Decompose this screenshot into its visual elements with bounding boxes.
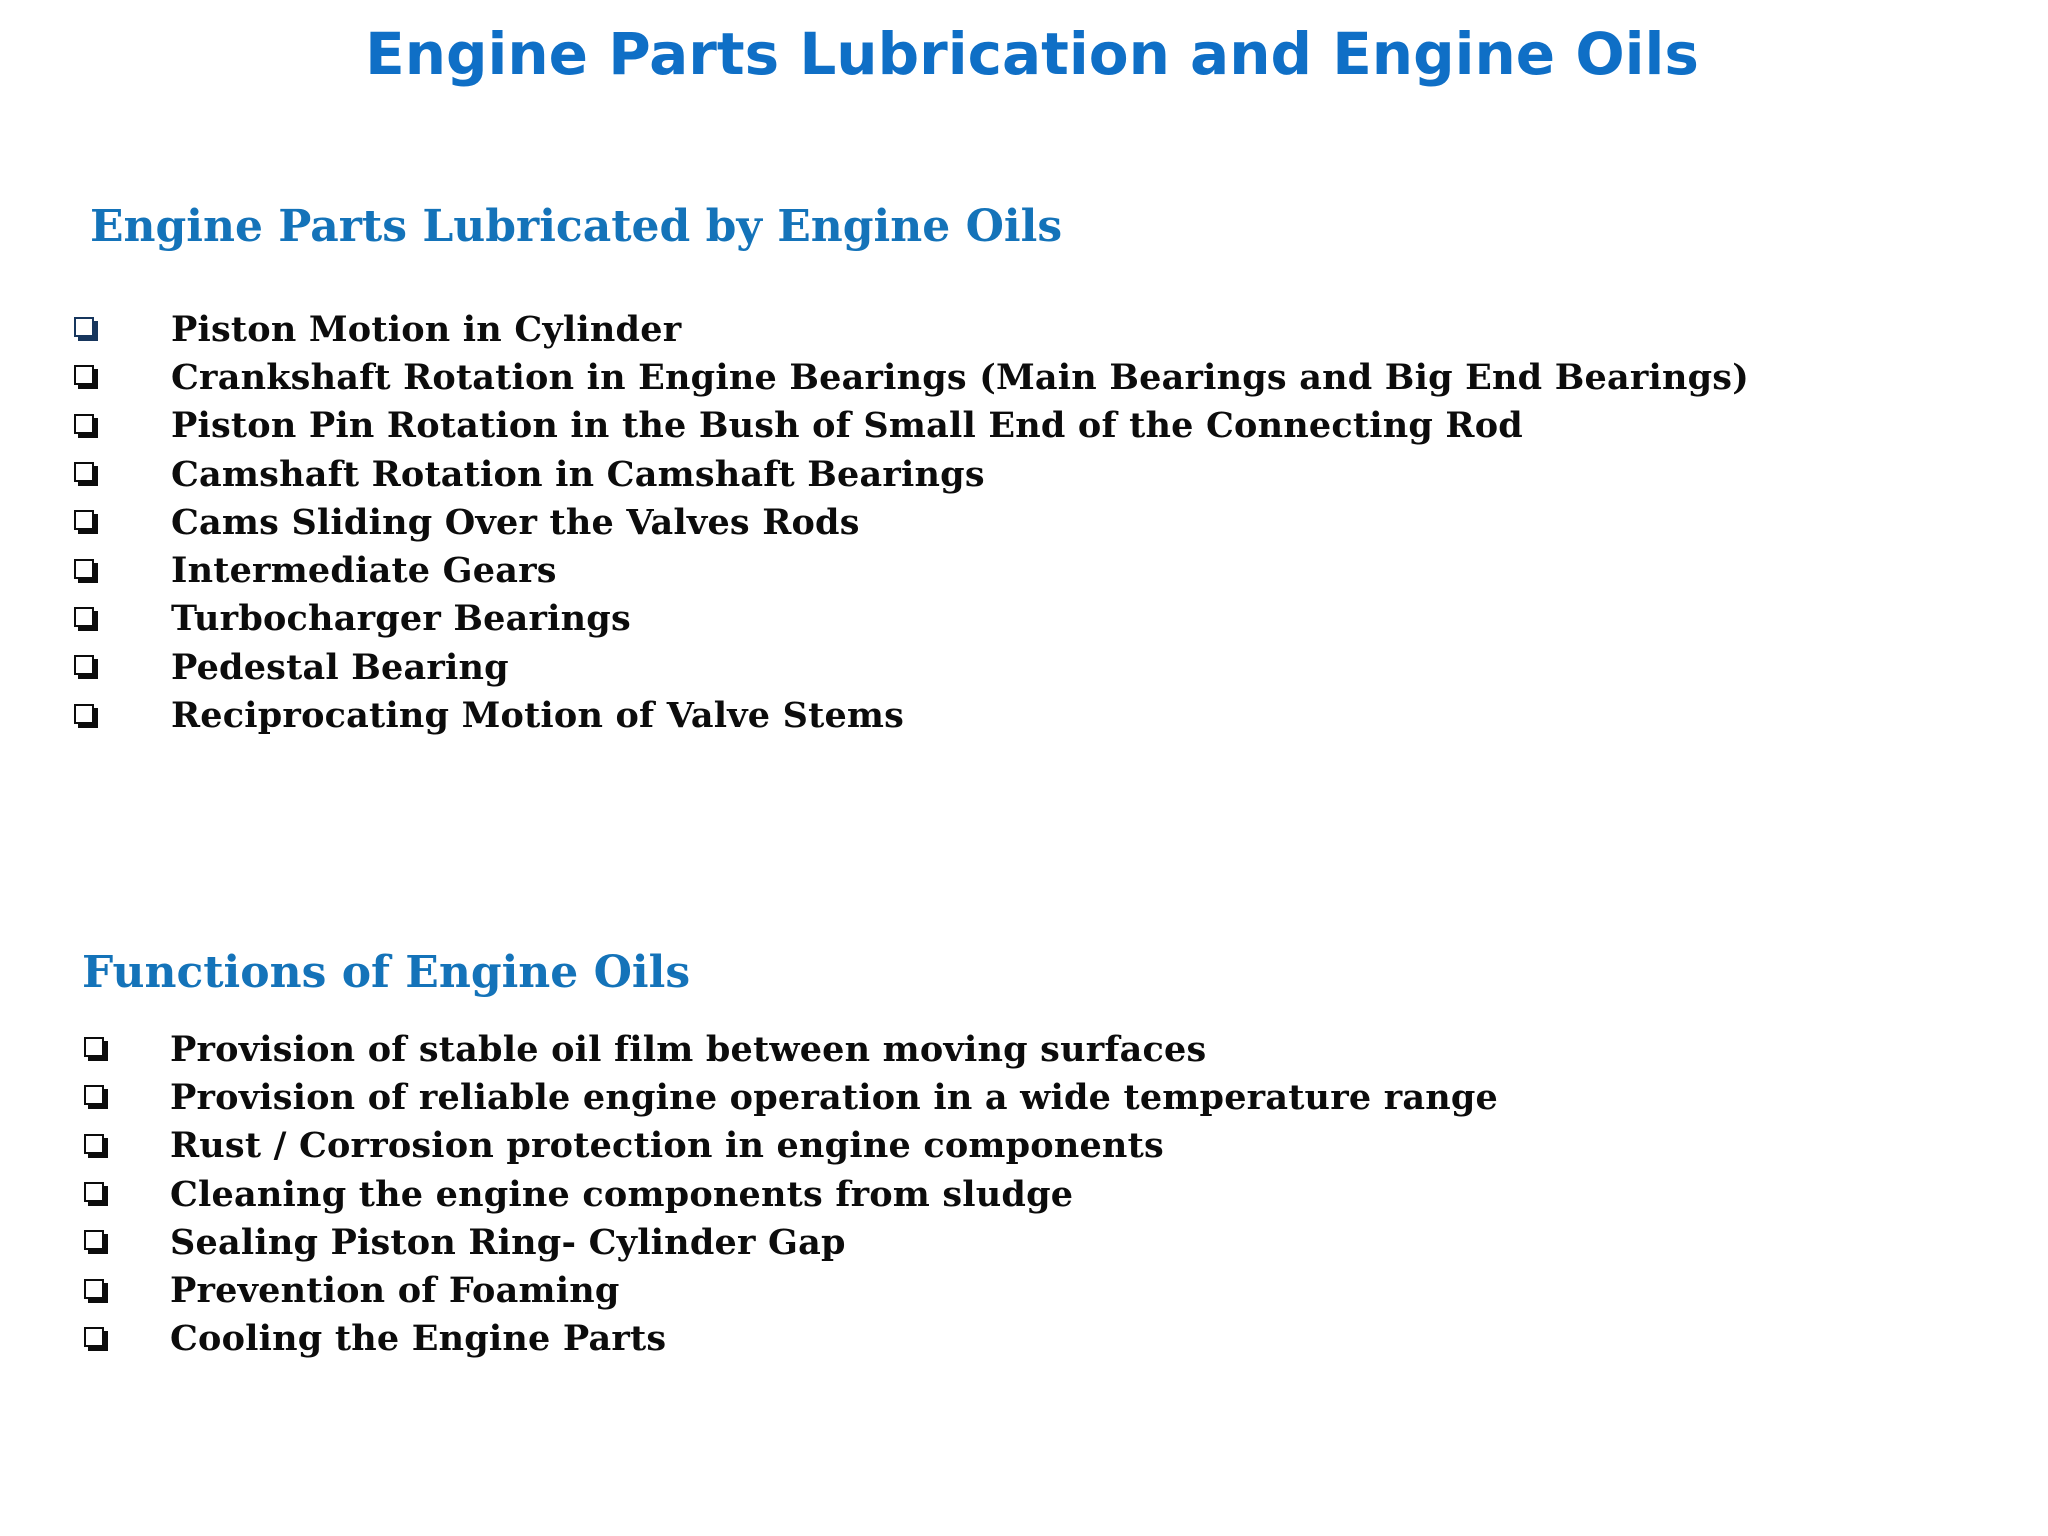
list-item-text: Prevention of Foaming: [170, 1270, 620, 1312]
checkbox-bullet-icon: [84, 1327, 104, 1347]
list-item-text: Piston Pin Rotation in the Bush of Small End of the Connecting Rod: [171, 405, 1523, 447]
list-item: [74, 353, 1749, 401]
checkbox-bullet-icon: [84, 1085, 104, 1105]
list-item: [84, 1122, 1498, 1170]
section-heading-oil-functions: Functions of Engine Oils: [82, 947, 691, 998]
list-item-text: Provision of stable oil film between moving surfaces: [170, 1028, 1207, 1070]
list-item-text: Crankshaft Rotation in Engine Bearings (Main Bearings and Big End Bearings): [171, 356, 1749, 398]
list-item-text: Cams Sliding Over the Valves Rods: [171, 501, 860, 543]
section-heading-lubricated-parts: Engine Parts Lubricated by Engine Oils: [90, 201, 1063, 252]
list-item: [74, 595, 1749, 643]
list-item-text: Cleaning the engine components from sludge: [170, 1173, 1074, 1215]
checkbox-bullet-icon: [74, 655, 94, 675]
list-item: [74, 546, 1749, 594]
list-item-text: Pedestal Bearing: [171, 646, 509, 688]
list-item: [74, 498, 1749, 546]
list-item: [84, 1315, 1498, 1363]
list-item-text: Cooling the Engine Parts: [170, 1318, 667, 1360]
list-item: [84, 1025, 1498, 1073]
checkbox-bullet-icon: [74, 414, 94, 434]
list-item-text: Piston Motion in Cylinder: [171, 308, 682, 350]
list-item-text: Intermediate Gears: [171, 550, 557, 592]
checkbox-bullet-icon: [84, 1182, 104, 1202]
list-item-text: Reciprocating Motion of Valve Stems: [171, 695, 905, 737]
list-item-text: Turbocharger Bearings: [171, 598, 631, 640]
list-item: [74, 450, 1749, 498]
list-item: [74, 402, 1749, 450]
checkbox-bullet-icon: [74, 510, 94, 530]
page-title: Engine Parts Lubrication and Engine Oils: [365, 20, 1699, 88]
checkbox-bullet-icon: [84, 1037, 104, 1057]
list-item: [74, 691, 1749, 739]
list-item: [84, 1218, 1498, 1266]
list-item-text: Provision of reliable engine operation in a wide temperature range: [170, 1076, 1499, 1118]
lubricated-parts-list: [74, 305, 1749, 740]
list-item: [84, 1170, 1498, 1218]
checkbox-bullet-icon: [74, 317, 94, 337]
list-item: [84, 1266, 1498, 1314]
checkbox-bullet-icon: [74, 607, 94, 627]
checkbox-bullet-icon: [74, 365, 94, 385]
checkbox-bullet-icon: [84, 1279, 104, 1299]
oil-functions-list: [84, 1025, 1498, 1363]
list-item-text: Camshaft Rotation in Camshaft Bearings: [171, 453, 985, 495]
checkbox-bullet-icon: [84, 1230, 104, 1250]
list-item-text: Sealing Piston Ring- Cylinder Gap: [170, 1221, 846, 1263]
list-item-text: Rust / Corrosion protection in engine components: [170, 1125, 1164, 1167]
checkbox-bullet-icon: [74, 559, 94, 579]
checkbox-bullet-icon: [74, 704, 94, 724]
list-item: [84, 1073, 1498, 1121]
checkbox-bullet-icon: [84, 1134, 104, 1154]
list-item: [74, 305, 1749, 353]
checkbox-bullet-icon: [74, 462, 94, 482]
list-item: [74, 643, 1749, 691]
